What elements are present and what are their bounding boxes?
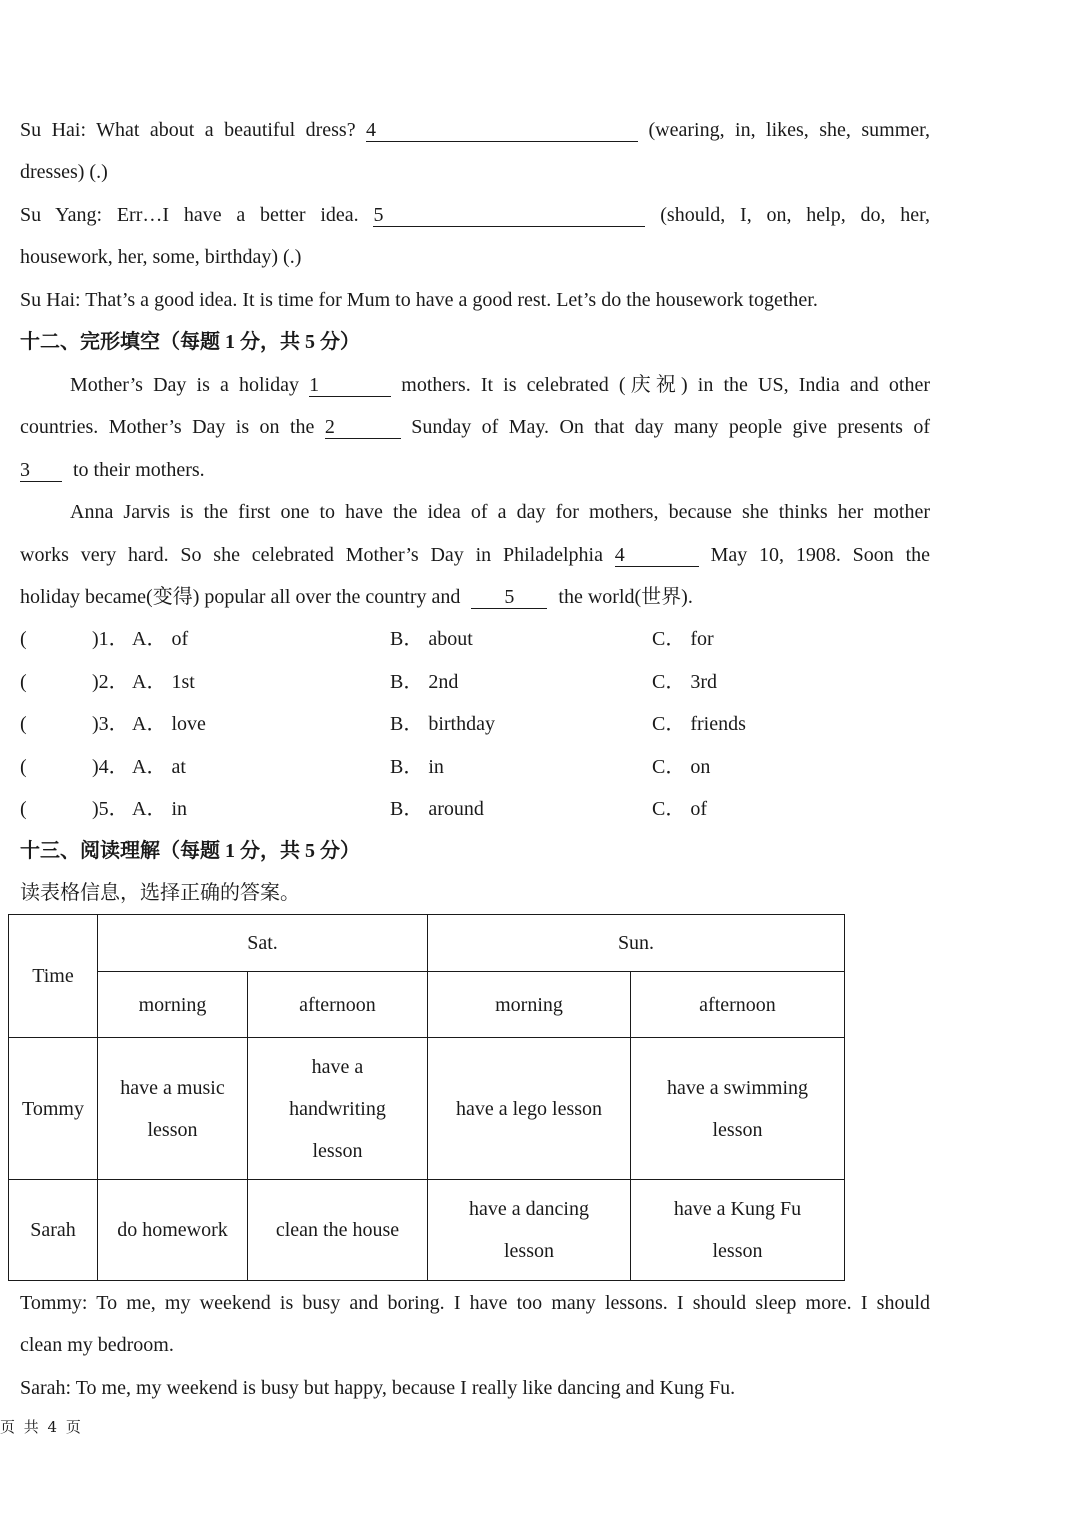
option-row-1 — [20, 624, 920, 654]
cloze-blank-4: 4 — [615, 544, 699, 567]
section-13-heading: 十三、阅读理解（每题 1 分，共 5 分） — [20, 840, 360, 862]
schedule-table — [8, 914, 845, 1281]
section-13-instruction: 读表格信息，选择正确的答案。 — [20, 882, 300, 904]
answer-blank-4: 4 — [366, 119, 638, 142]
header-sun: Sun. — [428, 915, 845, 972]
option-row-2 — [20, 667, 920, 697]
row-label-sarah: Sarah — [9, 1180, 98, 1281]
option-a[interactable]: A． in — [132, 798, 187, 820]
question-number: )3． — [92, 713, 129, 735]
passage-text: holiday became(变得) popular all over the country and — [20, 586, 461, 608]
cloze-blank-3: 3 — [20, 459, 62, 482]
tommy-statement-line-1: Tommy: To me, my weekend is busy and boring. I have too many lessons. I should sleep more. I should — [20, 1292, 930, 1314]
row-label-tommy: Tommy — [9, 1038, 98, 1180]
option-b[interactable]: B． birthday — [390, 713, 495, 735]
dialogue-text: (should, I, on, help, do, her, — [660, 204, 931, 226]
tommy-statement-line-2: clean my bedroom. — [20, 1334, 174, 1356]
passage-text: works very hard. So she celebrated Mother’s Day in Philadelphia — [20, 544, 603, 566]
header-time: Time — [9, 915, 98, 1038]
question-number: )5． — [92, 798, 129, 820]
sarah-sun-morning: have a dancing lesson — [428, 1180, 631, 1281]
passage-text: Mother’s Day is a holiday — [70, 374, 299, 396]
passage-text: Sunday of May. On that day many people give presents of — [411, 416, 930, 438]
passage-line-1 — [20, 370, 930, 400]
passage-text: mothers. It is celebrated (庆祝) in the US, India and other — [401, 374, 931, 396]
option-row-3 — [20, 709, 920, 739]
header-sun-afternoon: afternoon — [631, 972, 845, 1038]
answer-paren[interactable]: ( — [20, 628, 27, 650]
question-number: )1． — [92, 628, 129, 650]
option-row-5 — [20, 794, 920, 824]
header-sun-morning: morning — [428, 972, 631, 1038]
passage-line-6 — [20, 582, 930, 612]
question-number: )4． — [92, 756, 129, 778]
option-a[interactable]: A． at — [132, 756, 186, 778]
page-footer: 页 共 4 页 — [0, 1418, 83, 1436]
passage-line-2 — [20, 412, 930, 442]
dialogue-line-2: dresses) (.) — [20, 161, 108, 183]
dialogue-text: Su Yang: Err…I have a better idea. — [20, 204, 359, 226]
cloze-blank-5: 5 — [471, 586, 547, 609]
dialogue-line-5: Su Hai: That’s a good idea. It is time for Mum to have a good rest. Let’s do the housework together. — [20, 289, 818, 311]
header-sat-afternoon: afternoon — [248, 972, 428, 1038]
dialogue-text: (wearing, in, likes, she, summer, — [648, 119, 930, 141]
sarah-sun-afternoon: have a Kung Fu lesson — [631, 1180, 845, 1281]
answer-paren[interactable]: ( — [20, 671, 27, 693]
cloze-blank-1: 1 — [309, 374, 391, 397]
option-b[interactable]: B． in — [390, 756, 444, 778]
sarah-sat-afternoon: clean the house — [248, 1180, 428, 1281]
option-a[interactable]: A． 1st — [132, 671, 195, 693]
header-sat-morning: morning — [98, 972, 248, 1038]
option-a[interactable]: A． love — [132, 713, 206, 735]
passage-text: countries. Mother’s Day is on the — [20, 416, 315, 438]
option-c[interactable]: C． 3rd — [652, 671, 717, 693]
answer-paren[interactable]: ( — [20, 756, 27, 778]
tommy-sat-morning: have a music lesson — [98, 1038, 248, 1180]
sarah-statement: Sarah: To me, my weekend is busy but happy, because I really like dancing and Kung Fu. — [20, 1377, 736, 1399]
passage-line-3 — [20, 455, 930, 485]
tommy-sun-afternoon: have a swimming lesson — [631, 1038, 845, 1180]
dialogue-text: Su Hai: What about a beautiful dress? — [20, 119, 356, 141]
option-c[interactable]: C． for — [652, 628, 714, 650]
passage-text: to their mothers. — [73, 459, 205, 481]
option-c[interactable]: C． on — [652, 756, 711, 778]
option-c[interactable]: C． friends — [652, 713, 746, 735]
tommy-sun-morning: have a lego lesson — [428, 1038, 631, 1180]
tommy-sat-afternoon: have a handwriting lesson — [248, 1038, 428, 1180]
section-12-heading: 十二、完形填空（每题 1 分，共 5 分） — [20, 331, 360, 353]
passage-text: May 10, 1908. Soon the — [710, 544, 931, 566]
dialogue-line-1 — [20, 115, 930, 145]
option-a[interactable]: A． of — [132, 628, 189, 650]
passage-text: the world(世界). — [558, 586, 693, 608]
option-b[interactable]: B． around — [390, 798, 484, 820]
answer-blank-5: 5 — [373, 204, 645, 227]
question-number: )2． — [92, 671, 129, 693]
option-b[interactable]: B． 2nd — [390, 671, 459, 693]
option-row-4 — [20, 752, 920, 782]
answer-paren[interactable]: ( — [20, 713, 27, 735]
header-sat: Sat. — [98, 915, 428, 972]
option-b[interactable]: B． about — [390, 628, 473, 650]
answer-paren[interactable]: ( — [20, 798, 27, 820]
option-c[interactable]: C． of — [652, 798, 707, 820]
cloze-blank-2: 2 — [325, 416, 401, 439]
passage-line-4: Anna Jarvis is the first one to have the idea of a day for mothers, because she thinks her mother — [70, 501, 930, 523]
sarah-sat-morning: do homework — [98, 1180, 248, 1281]
passage-line-5 — [20, 540, 930, 570]
dialogue-line-3 — [20, 200, 930, 230]
dialogue-line-4: housework, her, some, birthday) (.) — [20, 246, 302, 268]
